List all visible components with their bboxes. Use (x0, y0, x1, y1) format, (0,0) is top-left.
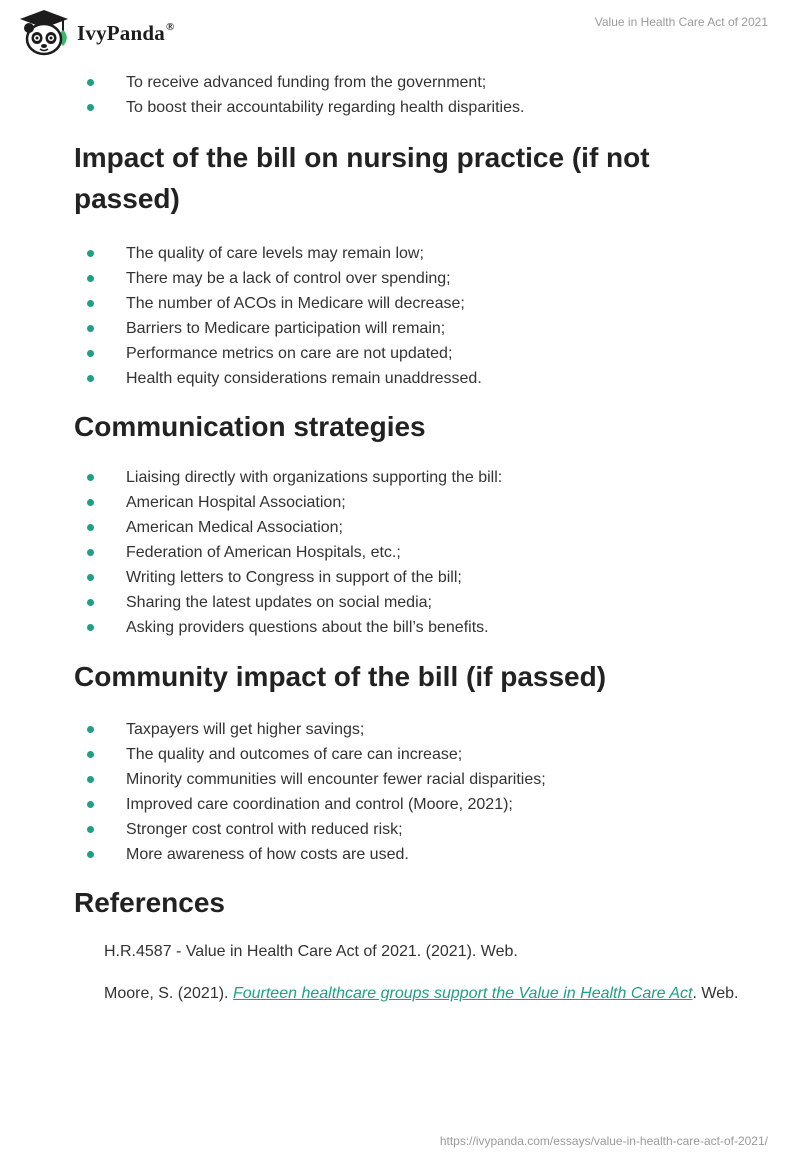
reference-entry (74, 981, 754, 1006)
communication-list (74, 465, 754, 640)
references-heading: References (74, 887, 225, 918)
community-heading: Community impact of the bill (if passed) (74, 661, 607, 692)
bullet-dot-icon (87, 574, 94, 581)
list-item-text: Barriers to Medicare participation will remain; (126, 320, 446, 337)
list-item (74, 465, 754, 490)
page-header (0, 0, 800, 62)
list-item (74, 590, 754, 615)
list-item (74, 615, 754, 640)
list-item-text: The number of ACOs in Medicare will decrease; (126, 295, 465, 312)
bullet-dot-icon (87, 474, 94, 481)
list-item (74, 767, 754, 792)
bullet-dot-icon (87, 499, 94, 506)
bullet-dot-icon (87, 776, 94, 783)
list-item (74, 316, 754, 341)
bullet-dot-icon (87, 624, 94, 631)
bullet-dot-icon (87, 726, 94, 733)
bullet-dot-icon (87, 851, 94, 858)
reference-suffix: . Web. (692, 985, 739, 1002)
list-item-text: Liaising directly with organizations supporting the bill: (126, 469, 503, 486)
bullet-dot-icon (87, 826, 94, 833)
bullet-dot-icon (87, 375, 94, 382)
reference-link[interactable]: Fourteen healthcare groups support the Value in Health Care Act (232, 985, 693, 1002)
community-list (74, 717, 754, 867)
list-item (74, 70, 754, 95)
communication-heading: Communication strategies (74, 411, 426, 442)
list-item (74, 792, 754, 817)
list-item-text: Stronger cost control with reduced risk; (126, 821, 403, 838)
list-item-text: To receive advanced funding from the government; (126, 74, 487, 91)
list-item (74, 366, 754, 391)
panda-logo-icon (18, 8, 70, 56)
list-item (74, 95, 754, 120)
list-item (74, 266, 754, 291)
list-item-text: Writing letters to Congress in support of the bill; (126, 569, 462, 586)
bullet-dot-icon (87, 549, 94, 556)
list-item-text: The quality and outcomes of care can increase; (126, 746, 463, 763)
bullet-dot-icon (87, 524, 94, 531)
list-item (74, 817, 754, 842)
bullet-dot-icon (87, 250, 94, 257)
document-title: Value in Health Care Act of 2021 (594, 15, 768, 29)
reference-author: Moore, S. (2021). (104, 985, 233, 1002)
bullet-dot-icon (87, 599, 94, 606)
list-item (74, 540, 754, 565)
list-item-text: More awareness of how costs are used. (126, 846, 409, 863)
list-item-text: There may be a lack of control over spending; (126, 270, 451, 287)
essay-content (74, 70, 754, 1006)
list-item-text: To boost their accountability regarding health disparities. (126, 99, 525, 116)
bullet-dot-icon (87, 350, 94, 357)
list-item-text: Improved care coordination and control (Moore, 2021); (126, 796, 513, 813)
list-item (74, 565, 754, 590)
list-item-text: Minority communities will encounter fewer racial disparities; (126, 771, 546, 788)
ivypanda-logo[interactable] (18, 8, 174, 56)
bullet-dot-icon (87, 104, 94, 111)
bullet-dot-icon (87, 79, 94, 86)
list-item-text: Federation of American Hospitals, etc.; (126, 544, 401, 561)
list-item (74, 842, 754, 867)
bullet-dot-icon (87, 751, 94, 758)
list-item-text: Performance metrics on care are not updated; (126, 345, 453, 362)
reference-entry: H.R.4587 - Value in Health Care Act of 2021. (2021). Web. (104, 943, 518, 960)
list-item (74, 291, 754, 316)
list-item-text: Asking providers questions about the bill’s benefits. (126, 619, 489, 636)
list-item (74, 742, 754, 767)
brand-name: IvyPanda® (77, 20, 175, 45)
list-item (74, 241, 754, 266)
bullet-dot-icon (87, 325, 94, 332)
list-item-text: Taxpayers will get higher savings; (126, 721, 365, 738)
list-item-text: Health equity considerations remain unaddressed. (126, 370, 482, 387)
bullet-dot-icon (87, 801, 94, 808)
list-item-text: Sharing the latest updates on social media; (126, 594, 432, 611)
list-item-text: The quality of care levels may remain low; (126, 245, 424, 262)
list-item (74, 717, 754, 742)
list-item (74, 515, 754, 540)
impact-heading: Impact of the bill on nursing practice (if not passed) (74, 142, 650, 214)
list-item-text: American Hospital Association; (126, 494, 346, 511)
bullet-dot-icon (87, 300, 94, 307)
list-item (74, 341, 754, 366)
impact-list (74, 241, 754, 391)
list-item-text: American Medical Association; (126, 519, 343, 536)
list-item (74, 490, 754, 515)
intro-list (74, 70, 754, 120)
bullet-dot-icon (87, 275, 94, 282)
footer-url: https://ivypanda.com/essays/value-in-health-care-act-of-2021/ (439, 1134, 768, 1148)
